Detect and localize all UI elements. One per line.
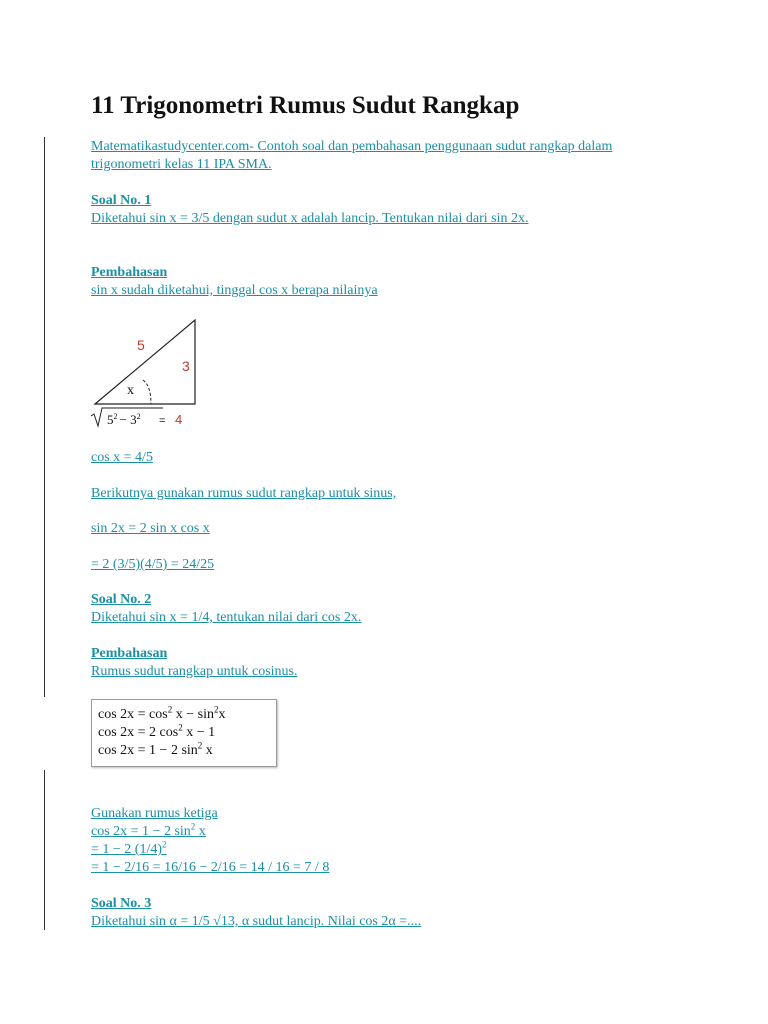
pembahasan-1-heading[interactable]: Pembahasan — [91, 265, 168, 280]
intro-paragraph — [91, 138, 612, 174]
angle-label: x — [127, 383, 134, 398]
pembahasan-2 — [91, 645, 298, 681]
sin2x-result — [91, 556, 214, 574]
pembahasan-1-text[interactable]: sin x sudah diketahui, tinggal cos x berapa nilainya — [91, 283, 378, 298]
soal-1-heading[interactable]: Soal No. 1 — [91, 193, 152, 208]
page-title: 11 Trigonometri Rumus Sudut Rangkap — [91, 92, 520, 119]
pembahasan-1 — [91, 264, 378, 300]
sinus-lead-text[interactable]: Berikutnya gunakan rumus sudut rangkap untuk sinus, — [91, 486, 397, 501]
sin2x-formula-text[interactable]: sin 2x = 2 sin x cos x — [91, 521, 210, 536]
solution-2-step-2[interactable]: = 1 − 2 $(1/4)^2$ — [91, 839, 167, 857]
triangle-diagram — [85, 312, 215, 434]
cosine-formula-box — [91, 699, 277, 767]
soal-1 — [91, 192, 528, 228]
soal-2 — [91, 591, 361, 627]
cos-result — [91, 449, 153, 467]
soal-3 — [91, 895, 421, 931]
cos-result-text[interactable]: cos x = 4/5 — [91, 450, 153, 465]
soal-1-text[interactable]: Diketahui sin x = 3/5 dengan sudut x adalah lancip. Tentukan nilai dari sin 2x. — [91, 211, 529, 226]
intro-line[interactable]: Matematikastudycenter.com- Contoh soal dan pembahasan penggunaan sudut rangkap dalam — [91, 139, 613, 154]
formula-line-1: $\cos 2x = \cos^2 x - \sin^2x$ — [98, 704, 226, 722]
formula-line-3: cos 2x = 1 − 2 $\sin^2 x$ — [98, 740, 213, 758]
triangle-shape — [95, 320, 195, 404]
adjacent-result: 4 — [175, 412, 183, 427]
intro-line[interactable]: trigonometri kelas 11 IPA SMA. — [91, 157, 272, 172]
hypotenuse-label: 5 — [137, 337, 145, 353]
soal-3-heading[interactable]: Soal No. 3 — [91, 896, 152, 911]
pembahasan-2-text[interactable]: Rumus sudut rangkap untuk cosinus. — [91, 664, 298, 679]
solution-2-step-1[interactable]: cos 2x = 1 − 2 $\sin^2 x$ — [91, 821, 206, 839]
margin-bar-top — [44, 137, 45, 697]
soal-2-text[interactable]: Diketahui sin x = 1/4, tentukan nilai dari cos 2x. — [91, 610, 362, 625]
solution-2-step-3[interactable]: = 1 − 2/16 = 16/16 − 2/16 = 14 / 16 = 7 / 8 — [91, 860, 330, 875]
soal-2-heading[interactable]: Soal No. 2 — [91, 592, 152, 607]
sin2x-formula — [91, 520, 210, 538]
sinus-lead — [91, 485, 396, 503]
solution-2-lead[interactable]: Gunakan rumus ketiga — [91, 806, 218, 821]
angle-arc — [143, 380, 151, 404]
formula-line-2: cos 2x = 2 $\cos^2 x - 1$ — [98, 722, 216, 740]
sin2x-result-text[interactable]: = 2 (3/5)(4/5) = 24/25 — [91, 557, 215, 572]
margin-bar-bottom — [44, 770, 45, 930]
solution-2 — [91, 805, 329, 877]
root-equals: = — [159, 415, 166, 427]
opposite-label: 3 — [182, 358, 190, 374]
soal-3-text[interactable]: Diketahui sin α = 1/5 √13, α sudut lancip. Nilai cos 2α =.... — [91, 914, 422, 929]
root-expression: $5^2 - 3^2$ — [107, 412, 141, 427]
pembahasan-2-heading[interactable]: Pembahasan — [91, 646, 168, 661]
